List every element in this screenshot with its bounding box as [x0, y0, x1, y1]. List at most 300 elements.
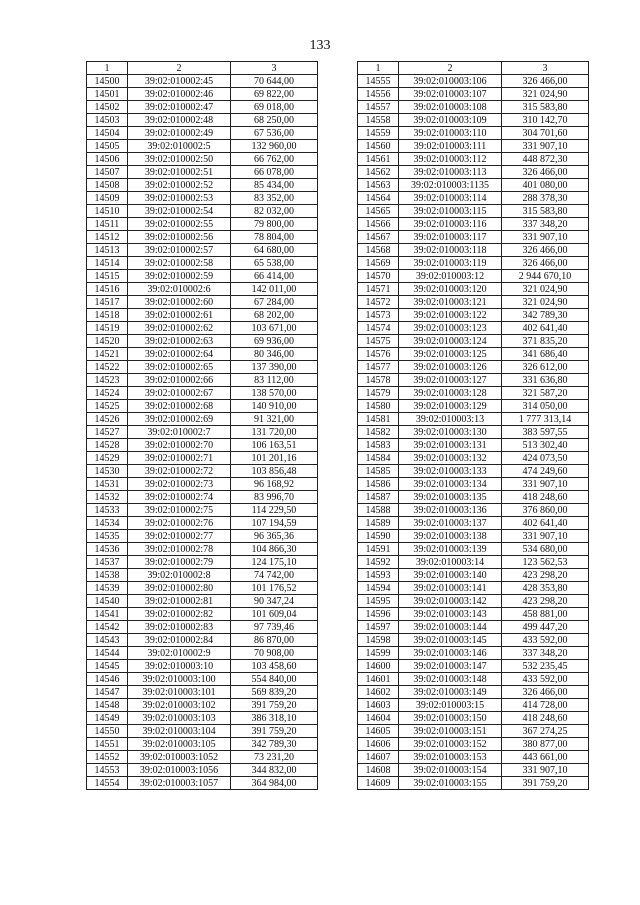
cadastral-number-cell: 39:02:010002:48: [128, 114, 231, 127]
value-cell: 391 759,20: [231, 699, 318, 712]
cadastral-number-cell: 39:02:010002:59: [128, 270, 231, 283]
table-row: [358, 244, 589, 257]
value-cell: 69 018,00: [231, 101, 318, 114]
table-header-row: [87, 62, 318, 75]
value-cell: 68 250,00: [231, 114, 318, 127]
cadastral-number-cell: 39:02:010003:125: [399, 348, 502, 361]
row-number-cell: 14561: [358, 153, 399, 166]
table-row: [87, 543, 318, 556]
table-row: [87, 595, 318, 608]
row-number-cell: 14605: [358, 725, 399, 738]
row-number-cell: 14566: [358, 218, 399, 231]
cadastral-number-cell: 39:02:010002:81: [128, 595, 231, 608]
row-number-cell: 14502: [87, 101, 128, 114]
cadastral-number-cell: 39:02:010002:47: [128, 101, 231, 114]
cadastral-number-cell: 39:02:010003:109: [399, 114, 502, 127]
row-number-cell: 14529: [87, 452, 128, 465]
cadastral-number-cell: 39:02:010003:152: [399, 738, 502, 751]
table-row: [87, 101, 318, 114]
table-row: [87, 738, 318, 751]
row-number-cell: 14538: [87, 569, 128, 582]
value-cell: 371 835,20: [502, 335, 589, 348]
row-number-cell: 14567: [358, 231, 399, 244]
table-row: [358, 569, 589, 582]
cadastral-number-cell: 39:02:010002:7: [128, 426, 231, 439]
row-number-cell: 14576: [358, 348, 399, 361]
value-cell: 380 877,00: [502, 738, 589, 751]
value-cell: 458 881,00: [502, 608, 589, 621]
cadastral-number-cell: 39:02:010003:115: [399, 205, 502, 218]
value-cell: 331 636,80: [502, 374, 589, 387]
value-cell: 391 759,20: [231, 725, 318, 738]
row-number-cell: 14518: [87, 309, 128, 322]
table-row: [358, 257, 589, 270]
cadastral-number-cell: 39:02:010003:133: [399, 465, 502, 478]
value-cell: 123 562,53: [502, 556, 589, 569]
cadastral-number-cell: 39:02:010002:62: [128, 322, 231, 335]
cadastral-number-cell: 39:02:010002:71: [128, 452, 231, 465]
row-number-cell: 14515: [87, 270, 128, 283]
table-row: [358, 491, 589, 504]
table-row: [87, 491, 318, 504]
row-number-cell: 14594: [358, 582, 399, 595]
cadastral-number-cell: 39:02:010003:118: [399, 244, 502, 257]
table-row: [87, 478, 318, 491]
table-header-row: [358, 62, 589, 75]
table-row: [358, 114, 589, 127]
table-row: [87, 75, 318, 88]
table-row: [358, 75, 589, 88]
row-number-cell: 14586: [358, 478, 399, 491]
row-number-cell: 14548: [87, 699, 128, 712]
row-number-cell: 14589: [358, 517, 399, 530]
value-cell: 70 908,00: [231, 647, 318, 660]
value-cell: 1 777 313,14: [502, 413, 589, 426]
row-number-cell: 14512: [87, 231, 128, 244]
cadastral-number-cell: 39:02:010003:145: [399, 634, 502, 647]
table-row: [358, 361, 589, 374]
row-number-cell: 14573: [358, 309, 399, 322]
row-number-cell: 14551: [87, 738, 128, 751]
table-row: [87, 582, 318, 595]
value-cell: 138 570,00: [231, 387, 318, 400]
value-cell: 344 832,00: [231, 764, 318, 777]
cadastral-number-cell: 39:02:010003:114: [399, 192, 502, 205]
value-cell: 532 235,45: [502, 660, 589, 673]
cadastral-number-cell: 39:02:010003:131: [399, 439, 502, 452]
table-row: [87, 465, 318, 478]
value-cell: 448 872,30: [502, 153, 589, 166]
table-row: [87, 504, 318, 517]
value-cell: 402 641,40: [502, 322, 589, 335]
table-row: [358, 400, 589, 413]
cadastral-number-cell: 39:02:010003:110: [399, 127, 502, 140]
cadastral-number-cell: 39:02:010002:77: [128, 530, 231, 543]
row-number-cell: 14544: [87, 647, 128, 660]
value-cell: 86 870,00: [231, 634, 318, 647]
row-number-cell: 14553: [87, 764, 128, 777]
cadastral-number-cell: 39:02:010003:103: [128, 712, 231, 725]
value-cell: 423 298,20: [502, 595, 589, 608]
table-row: [87, 348, 318, 361]
cadastral-number-cell: 39:02:010003:105: [128, 738, 231, 751]
row-number-cell: 14555: [358, 75, 399, 88]
value-cell: 90 347,24: [231, 595, 318, 608]
cadastral-number-cell: 39:02:010003:144: [399, 621, 502, 634]
table-row: [358, 595, 589, 608]
row-number-cell: 14572: [358, 296, 399, 309]
cadastral-number-cell: 39:02:010003:100: [128, 673, 231, 686]
row-number-cell: 14520: [87, 335, 128, 348]
value-cell: 2 944 670,10: [502, 270, 589, 283]
value-cell: 67 284,00: [231, 296, 318, 309]
table-row: [87, 283, 318, 296]
row-number-cell: 14585: [358, 465, 399, 478]
value-cell: 66 762,00: [231, 153, 318, 166]
value-cell: 101 609,04: [231, 608, 318, 621]
cadastral-number-cell: 39:02:010002:75: [128, 504, 231, 517]
value-cell: 66 078,00: [231, 166, 318, 179]
value-cell: 69 936,00: [231, 335, 318, 348]
cadastral-number-cell: 39:02:010002:63: [128, 335, 231, 348]
cadastral-number-cell: 39:02:010003:101: [128, 686, 231, 699]
value-cell: 342 789,30: [502, 309, 589, 322]
row-number-cell: 14604: [358, 712, 399, 725]
row-number-cell: 14500: [87, 75, 128, 88]
value-cell: 513 302,40: [502, 439, 589, 452]
row-number-cell: 14570: [358, 270, 399, 283]
row-number-cell: 14565: [358, 205, 399, 218]
value-cell: 103 458,60: [231, 660, 318, 673]
table-row: [87, 387, 318, 400]
table-row: [87, 751, 318, 764]
value-cell: 386 318,10: [231, 712, 318, 725]
value-cell: 106 163,51: [231, 439, 318, 452]
row-number-cell: 14601: [358, 673, 399, 686]
row-number-cell: 14519: [87, 322, 128, 335]
cadastral-number-cell: 39:02:010002:51: [128, 166, 231, 179]
value-cell: 97 739,46: [231, 621, 318, 634]
cadastral-number-cell: 39:02:010003:149: [399, 686, 502, 699]
value-cell: 321 587,20: [502, 387, 589, 400]
cadastral-number-cell: 39:02:010003:136: [399, 504, 502, 517]
row-number-cell: 14510: [87, 205, 128, 218]
value-cell: 474 249,60: [502, 465, 589, 478]
row-number-cell: 14580: [358, 400, 399, 413]
row-number-cell: 14505: [87, 140, 128, 153]
cadastral-number-cell: 39:02:010002:57: [128, 244, 231, 257]
value-cell: 337 348,20: [502, 218, 589, 231]
value-cell: 304 701,60: [502, 127, 589, 140]
registry-table-left: [86, 61, 318, 790]
value-cell: 131 720,00: [231, 426, 318, 439]
cadastral-number-cell: 39:02:010003:123: [399, 322, 502, 335]
value-cell: 331 907,10: [502, 530, 589, 543]
cadastral-number-cell: 39:02:010003:126: [399, 361, 502, 374]
value-cell: 107 194,59: [231, 517, 318, 530]
row-number-cell: 14508: [87, 179, 128, 192]
row-number-cell: 14526: [87, 413, 128, 426]
table-row: [87, 218, 318, 231]
table-row: [358, 218, 589, 231]
value-cell: 331 907,10: [502, 231, 589, 244]
row-number-cell: 14541: [87, 608, 128, 621]
cadastral-number-cell: 39:02:010003:107: [399, 88, 502, 101]
value-cell: 91 321,00: [231, 413, 318, 426]
row-number-cell: 14509: [87, 192, 128, 205]
cadastral-number-cell: 39:02:010002:67: [128, 387, 231, 400]
table-row: [87, 309, 318, 322]
row-number-cell: 14593: [358, 569, 399, 582]
value-cell: 83 996,70: [231, 491, 318, 504]
cadastral-number-cell: 39:02:010002:60: [128, 296, 231, 309]
table-row: [87, 569, 318, 582]
row-number-cell: 14557: [358, 101, 399, 114]
value-cell: 315 583,80: [502, 101, 589, 114]
table-row: [358, 582, 589, 595]
table-row: [87, 530, 318, 543]
value-cell: 79 800,00: [231, 218, 318, 231]
table-row: [358, 543, 589, 556]
value-cell: 433 592,00: [502, 673, 589, 686]
row-number-cell: 14599: [358, 647, 399, 660]
table-row: [87, 179, 318, 192]
value-cell: 68 202,00: [231, 309, 318, 322]
row-number-cell: 14595: [358, 595, 399, 608]
table-row: [87, 608, 318, 621]
cadastral-number-cell: 39:02:010002:45: [128, 75, 231, 88]
row-number-cell: 14554: [87, 777, 128, 790]
cadastral-number-cell: 39:02:010003:106: [399, 75, 502, 88]
value-cell: 101 201,16: [231, 452, 318, 465]
table-row: [87, 322, 318, 335]
table-row: [358, 738, 589, 751]
table-row: [358, 777, 589, 790]
value-cell: 321 024,90: [502, 283, 589, 296]
table-row: [87, 400, 318, 413]
cadastral-number-cell: 39:02:010003:14: [399, 556, 502, 569]
value-cell: 341 686,40: [502, 348, 589, 361]
row-number-cell: 14577: [358, 361, 399, 374]
cadastral-number-cell: 39:02:010003:10: [128, 660, 231, 673]
value-cell: 569 839,20: [231, 686, 318, 699]
value-cell: 443 661,00: [502, 751, 589, 764]
value-cell: 96 168,92: [231, 478, 318, 491]
value-cell: 433 592,00: [502, 634, 589, 647]
row-number-cell: 14587: [358, 491, 399, 504]
registry-table-right: [357, 61, 589, 790]
value-cell: 70 644,00: [231, 75, 318, 88]
value-cell: 73 231,20: [231, 751, 318, 764]
row-number-cell: 14578: [358, 374, 399, 387]
table-row: [358, 504, 589, 517]
row-number-cell: 14504: [87, 127, 128, 140]
row-number-cell: 14546: [87, 673, 128, 686]
row-number-cell: 14563: [358, 179, 399, 192]
column-header-cadastral: 2: [128, 62, 231, 75]
cadastral-number-cell: 39:02:010002:84: [128, 634, 231, 647]
table-row: [87, 556, 318, 569]
value-cell: 402 641,40: [502, 517, 589, 530]
table-row: [358, 751, 589, 764]
value-cell: 321 024,90: [502, 296, 589, 309]
value-cell: 64 680,00: [231, 244, 318, 257]
value-cell: 554 840,00: [231, 673, 318, 686]
table-row: [358, 478, 589, 491]
table-row: [87, 699, 318, 712]
value-cell: 315 583,80: [502, 205, 589, 218]
table-row: [358, 725, 589, 738]
cadastral-number-cell: 39:02:010003:1135: [399, 179, 502, 192]
row-number-cell: 14507: [87, 166, 128, 179]
table-row: [358, 101, 589, 114]
value-cell: 534 680,00: [502, 543, 589, 556]
value-cell: 326 466,00: [502, 244, 589, 257]
table-row: [358, 426, 589, 439]
cadastral-number-cell: 39:02:010002:76: [128, 517, 231, 530]
cadastral-number-cell: 39:02:010002:79: [128, 556, 231, 569]
table-row: [87, 439, 318, 452]
row-number-cell: 14545: [87, 660, 128, 673]
cadastral-number-cell: 39:02:010002:73: [128, 478, 231, 491]
table-row: [358, 296, 589, 309]
value-cell: 391 759,20: [502, 777, 589, 790]
row-number-cell: 14602: [358, 686, 399, 699]
row-number-cell: 14527: [87, 426, 128, 439]
cadastral-number-cell: 39:02:010003:124: [399, 335, 502, 348]
cadastral-number-cell: 39:02:010002:50: [128, 153, 231, 166]
row-number-cell: 14506: [87, 153, 128, 166]
cadastral-number-cell: 39:02:010003:135: [399, 491, 502, 504]
row-number-cell: 14571: [358, 283, 399, 296]
value-cell: 331 907,10: [502, 764, 589, 777]
table-row: [358, 127, 589, 140]
row-number-cell: 14533: [87, 504, 128, 517]
value-cell: 428 353,80: [502, 582, 589, 595]
cadastral-number-cell: 39:02:010002:54: [128, 205, 231, 218]
row-number-cell: 14516: [87, 283, 128, 296]
table-row: [87, 140, 318, 153]
value-cell: 142 011,00: [231, 283, 318, 296]
column-header-value: 3: [502, 62, 589, 75]
table-row: [87, 452, 318, 465]
value-cell: 418 248,60: [502, 491, 589, 504]
value-cell: 424 073,50: [502, 452, 589, 465]
table-row: [358, 452, 589, 465]
row-number-cell: 14517: [87, 296, 128, 309]
row-number-cell: 14543: [87, 634, 128, 647]
row-number-cell: 14608: [358, 764, 399, 777]
row-number-cell: 14514: [87, 257, 128, 270]
cadastral-number-cell: 39:02:010003:128: [399, 387, 502, 400]
cadastral-number-cell: 39:02:010002:83: [128, 621, 231, 634]
cadastral-number-cell: 39:02:010003:148: [399, 673, 502, 686]
table-row: [87, 361, 318, 374]
row-number-cell: 14590: [358, 530, 399, 543]
value-cell: 103 856,48: [231, 465, 318, 478]
value-cell: 83 112,00: [231, 374, 318, 387]
cadastral-number-cell: 39:02:010003:116: [399, 218, 502, 231]
page-number: 133: [309, 38, 331, 53]
row-number-cell: 14552: [87, 751, 128, 764]
value-cell: 124 175,10: [231, 556, 318, 569]
value-cell: 85 434,00: [231, 179, 318, 192]
table-row: [87, 335, 318, 348]
cadastral-number-cell: 39:02:010003:117: [399, 231, 502, 244]
cadastral-number-cell: 39:02:010003:1056: [128, 764, 231, 777]
row-number-cell: 14583: [358, 439, 399, 452]
table-row: [87, 686, 318, 699]
table-row: [358, 179, 589, 192]
value-cell: 383 597,55: [502, 426, 589, 439]
row-number-cell: 14530: [87, 465, 128, 478]
table-row: [358, 673, 589, 686]
table-row: [87, 231, 318, 244]
value-cell: 342 789,30: [231, 738, 318, 751]
table-row: [358, 517, 589, 530]
table-row: [87, 88, 318, 101]
row-number-cell: 14542: [87, 621, 128, 634]
row-number-cell: 14575: [358, 335, 399, 348]
value-cell: 96 365,36: [231, 530, 318, 543]
cadastral-number-cell: 39:02:010002:74: [128, 491, 231, 504]
value-cell: 80 346,00: [231, 348, 318, 361]
cadastral-number-cell: 39:02:010003:122: [399, 309, 502, 322]
table-row: [87, 296, 318, 309]
row-number-cell: 14535: [87, 530, 128, 543]
value-cell: 67 536,00: [231, 127, 318, 140]
table-row: [87, 127, 318, 140]
row-number-cell: 14588: [358, 504, 399, 517]
cadastral-number-cell: 39:02:010003:13: [399, 413, 502, 426]
cadastral-number-cell: 39:02:010002:53: [128, 192, 231, 205]
table-row: [87, 205, 318, 218]
cadastral-number-cell: 39:02:010003:143: [399, 608, 502, 621]
cadastral-number-cell: 39:02:010003:153: [399, 751, 502, 764]
table-row: [358, 621, 589, 634]
value-cell: 74 742,00: [231, 569, 318, 582]
table-row: [358, 231, 589, 244]
cadastral-number-cell: 39:02:010002:46: [128, 88, 231, 101]
value-cell: 82 032,00: [231, 205, 318, 218]
table-row: [358, 153, 589, 166]
cadastral-number-cell: 39:02:010003:129: [399, 400, 502, 413]
cadastral-number-cell: 39:02:010002:6: [128, 283, 231, 296]
row-number-cell: 14523: [87, 374, 128, 387]
value-cell: 326 466,00: [502, 75, 589, 88]
table-row: [358, 348, 589, 361]
row-number-cell: 14522: [87, 361, 128, 374]
cadastral-number-cell: 39:02:010003:102: [128, 699, 231, 712]
cadastral-number-cell: 39:02:010002:69: [128, 413, 231, 426]
table-row: [358, 335, 589, 348]
row-number-cell: 14609: [358, 777, 399, 790]
column-header-value: 3: [231, 62, 318, 75]
table-row: [87, 660, 318, 673]
row-number-cell: 14536: [87, 543, 128, 556]
table-row: [358, 205, 589, 218]
value-cell: 376 860,00: [502, 504, 589, 517]
cadastral-number-cell: 39:02:010002:66: [128, 374, 231, 387]
table-row: [358, 699, 589, 712]
cadastral-number-cell: 39:02:010002:70: [128, 439, 231, 452]
cadastral-number-cell: 39:02:010003:108: [399, 101, 502, 114]
row-number-cell: 14607: [358, 751, 399, 764]
cadastral-number-cell: 39:02:010003:15: [399, 699, 502, 712]
cadastral-number-cell: 39:02:010002:55: [128, 218, 231, 231]
row-number-cell: 14564: [358, 192, 399, 205]
table-row: [87, 413, 318, 426]
